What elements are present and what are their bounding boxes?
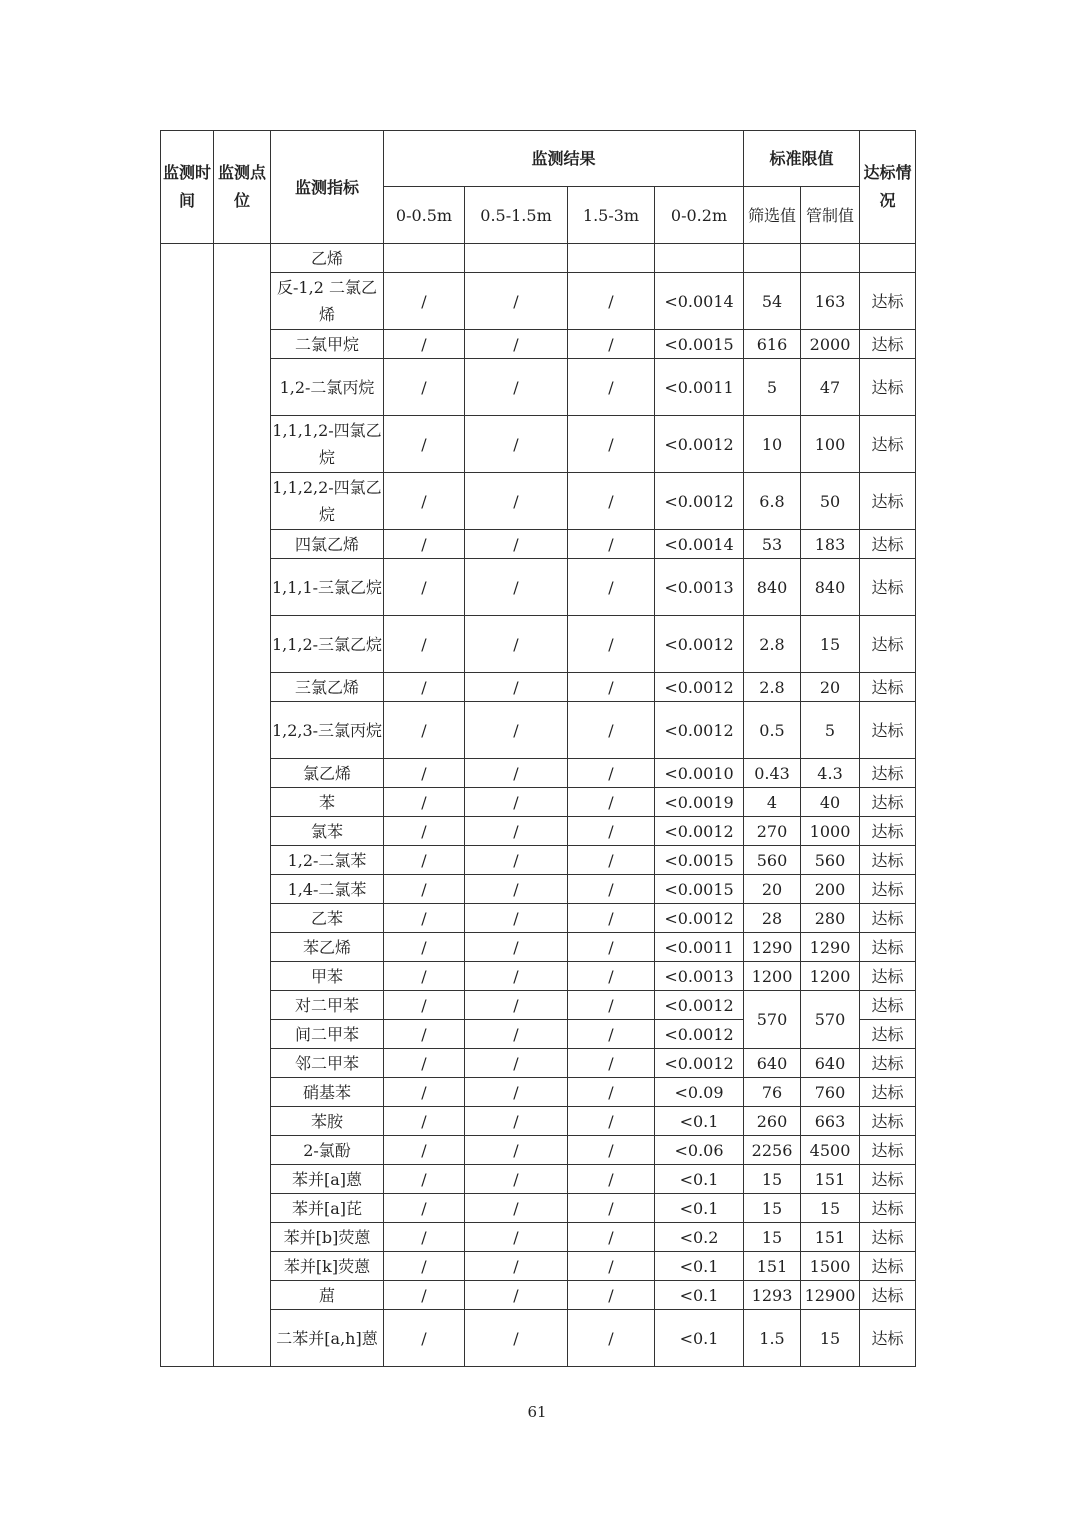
page-number: 61 <box>527 1403 547 1421</box>
status-value: 达标 <box>860 1310 916 1367</box>
table-row <box>161 1281 916 1310</box>
indicator-name: 苯并[b]荧蒽 <box>271 1223 384 1252</box>
screen-value: 54 <box>744 273 801 330</box>
screen-value: 0.5 <box>744 702 801 759</box>
table-row <box>161 473 916 530</box>
result-1.5-3m: / <box>568 559 655 616</box>
result-0-0.5m: / <box>384 1020 465 1049</box>
control-value: 1500 <box>801 1252 860 1281</box>
result-1.5-3m: / <box>568 330 655 359</box>
screen-value: 270 <box>744 817 801 846</box>
table-row <box>161 991 916 1020</box>
header-point: 监测点位 <box>214 131 271 244</box>
result-0-0.5m: / <box>384 1078 465 1107</box>
result-0-0.2m: <0.0012 <box>655 702 744 759</box>
screen-value: 1200 <box>744 962 801 991</box>
result-0.5-1.5m: / <box>465 875 568 904</box>
result-0-0.2m: <0.0012 <box>655 991 744 1020</box>
result-0-0.2m: <0.1 <box>655 1281 744 1310</box>
indicator-name: 甲苯 <box>271 962 384 991</box>
status-value: 达标 <box>860 817 916 846</box>
table-row <box>161 702 916 759</box>
table-row <box>161 1310 916 1367</box>
result-0-0.2m: <0.0012 <box>655 1020 744 1049</box>
screen-value: 151 <box>744 1252 801 1281</box>
result-1.5-3m: / <box>568 702 655 759</box>
table-row <box>161 759 916 788</box>
table-row <box>161 846 916 875</box>
status-value: 达标 <box>860 1223 916 1252</box>
control-value: 100 <box>801 416 860 473</box>
result-0.5-1.5m: / <box>465 273 568 330</box>
indicator-name: 硝基苯 <box>271 1078 384 1107</box>
result-0-0.2m: <0.0012 <box>655 817 744 846</box>
result-0.5-1.5m: / <box>465 616 568 673</box>
control-value: 1290 <box>801 933 860 962</box>
indicator-name: 间二甲苯 <box>271 1020 384 1049</box>
indicator-name: 二苯并[a,h]蒽 <box>271 1310 384 1367</box>
table-row <box>161 1223 916 1252</box>
screen-value: 0.43 <box>744 759 801 788</box>
screen-value: 1290 <box>744 933 801 962</box>
indicator-name: 苯乙烯 <box>271 933 384 962</box>
result-1.5-3m: / <box>568 616 655 673</box>
status-value: 达标 <box>860 933 916 962</box>
screen-value: 1.5 <box>744 1310 801 1367</box>
result-0-0.2m: <0.0015 <box>655 875 744 904</box>
control-value: 2000 <box>801 330 860 359</box>
result-0-0.2m: <0.0013 <box>655 962 744 991</box>
screen-value: 6.8 <box>744 473 801 530</box>
status-value: 达标 <box>860 1252 916 1281</box>
control-value: 151 <box>801 1165 860 1194</box>
result-0.5-1.5m: / <box>465 673 568 702</box>
result-1.5-3m: / <box>568 1310 655 1367</box>
indicator-name: 四氯乙烯 <box>271 530 384 559</box>
result-1.5-3m: / <box>568 1049 655 1078</box>
result-0-0.5m: / <box>384 473 465 530</box>
control-value: 1000 <box>801 817 860 846</box>
screen-value: 1293 <box>744 1281 801 1310</box>
result-0-0.2m: <0.1 <box>655 1252 744 1281</box>
screen-value: 560 <box>744 846 801 875</box>
result-0-0.2m: <0.0013 <box>655 559 744 616</box>
result-0-0.5m: / <box>384 875 465 904</box>
result-0-0.5m: / <box>384 1223 465 1252</box>
result-0.5-1.5m: / <box>465 962 568 991</box>
result-1.5-3m: / <box>568 473 655 530</box>
status-value: 达标 <box>860 1020 916 1049</box>
result-0-0.5m: / <box>384 817 465 846</box>
indicator-name: 苯胺 <box>271 1107 384 1136</box>
screen-value: 53 <box>744 530 801 559</box>
indicator-name: 2-氯酚 <box>271 1136 384 1165</box>
indicator-name: 苯 <box>271 788 384 817</box>
status-value: 达标 <box>860 1165 916 1194</box>
indicator-name: 反-1,2 二氯乙烯 <box>271 273 384 330</box>
indicator-name: 1,1,1-三氯乙烷 <box>271 559 384 616</box>
indicator-name: 䓛 <box>271 1281 384 1310</box>
indicator-name: 1,1,2,2-四氯乙烷 <box>271 473 384 530</box>
header-standard: 标准限值 <box>744 131 860 187</box>
table-row <box>161 330 916 359</box>
result-1.5-3m: / <box>568 273 655 330</box>
control-value: 4500 <box>801 1136 860 1165</box>
screen-value: 840 <box>744 559 801 616</box>
result-1.5-3m: / <box>568 875 655 904</box>
result-1.5-3m: / <box>568 1136 655 1165</box>
status-value: 达标 <box>860 273 916 330</box>
result-1.5-3m: / <box>568 1165 655 1194</box>
result-0-0.2m: <0.0014 <box>655 530 744 559</box>
result-0-0.2m: <0.0011 <box>655 933 744 962</box>
status-value: 达标 <box>860 330 916 359</box>
indicator-name: 氯苯 <box>271 817 384 846</box>
result-0.5-1.5m: / <box>465 817 568 846</box>
result-1.5-3m: / <box>568 1252 655 1281</box>
table-row <box>161 416 916 473</box>
result-0-0.2m: <0.0012 <box>655 673 744 702</box>
result-0-0.5m: / <box>384 991 465 1020</box>
control-value: 5 <box>801 702 860 759</box>
result-0.5-1.5m: / <box>465 1223 568 1252</box>
result-1.5-3m: / <box>568 359 655 416</box>
result-0.5-1.5m: / <box>465 759 568 788</box>
result-0-0.2m: <0.0012 <box>655 473 744 530</box>
control-value: 47 <box>801 359 860 416</box>
table-row <box>161 1107 916 1136</box>
result-1.5-3m: / <box>568 1194 655 1223</box>
result-0-0.5m: / <box>384 933 465 962</box>
result-0-0.2m: <0.0012 <box>655 1049 744 1078</box>
result-0-0.5m: / <box>384 1310 465 1367</box>
result-0-0.2m: <0.1 <box>655 1107 744 1136</box>
screen-value: 76 <box>744 1078 801 1107</box>
result-0-0.5m: / <box>384 1252 465 1281</box>
result-0.5-1.5m: / <box>465 1049 568 1078</box>
header-status: 达标情况 <box>860 131 916 244</box>
result-0-0.2m: <0.0012 <box>655 616 744 673</box>
result-0-0.5m: / <box>384 1281 465 1310</box>
control-value: 12900 <box>801 1281 860 1310</box>
result-0-0.5m: / <box>384 673 465 702</box>
status-value: 达标 <box>860 673 916 702</box>
status-value: 达标 <box>860 846 916 875</box>
result-1.5-3m: / <box>568 817 655 846</box>
result-0.5-1.5m: / <box>465 788 568 817</box>
result-1.5-3m: / <box>568 530 655 559</box>
screen-value: 15 <box>744 1194 801 1223</box>
table-row <box>161 359 916 416</box>
result-0.5-1.5m: / <box>465 1252 568 1281</box>
screen-value: 5 <box>744 359 801 416</box>
result-0-0.2m: <0.1 <box>655 1194 744 1223</box>
result-0-0.2m: <0.0015 <box>655 846 744 875</box>
screen-value: 570 <box>744 991 801 1049</box>
result-0-0.5m: / <box>384 904 465 933</box>
result-1.5-3m: / <box>568 673 655 702</box>
control-value: 163 <box>801 273 860 330</box>
screen-value: 640 <box>744 1049 801 1078</box>
result-0.5-1.5m: / <box>465 1310 568 1367</box>
screen-value: 2256 <box>744 1136 801 1165</box>
table-row <box>161 1136 916 1165</box>
status-value: 达标 <box>860 962 916 991</box>
table-row <box>161 1165 916 1194</box>
result-0.5-1.5m: / <box>465 991 568 1020</box>
table-row <box>161 1049 916 1078</box>
result-0.5-1.5m: / <box>465 473 568 530</box>
indicator-name: 苯并[a]芘 <box>271 1194 384 1223</box>
table-row <box>161 616 916 673</box>
result-0.5-1.5m: / <box>465 559 568 616</box>
result-0-0.2m: <0.0012 <box>655 416 744 473</box>
table-row <box>161 244 916 273</box>
table-row <box>161 962 916 991</box>
indicator-name: 邻二甲苯 <box>271 1049 384 1078</box>
result-1.5-3m: / <box>568 1107 655 1136</box>
indicator-name: 1,2,3-三氯丙烷 <box>271 702 384 759</box>
result-0-0.5m: / <box>384 1107 465 1136</box>
control-value: 1200 <box>801 962 860 991</box>
result-0-0.5m: / <box>384 846 465 875</box>
result-0.5-1.5m: / <box>465 1078 568 1107</box>
result-1.5-3m: / <box>568 1078 655 1107</box>
indicator-name: 苯并[a]蒽 <box>271 1165 384 1194</box>
result-0-0.5m: / <box>384 962 465 991</box>
table-row <box>161 1194 916 1223</box>
result-0-0.2m: <0.09 <box>655 1078 744 1107</box>
result-1.5-3m: / <box>568 846 655 875</box>
result-0-0.5m: / <box>384 1136 465 1165</box>
result-0.5-1.5m: / <box>465 1194 568 1223</box>
table-row <box>161 1078 916 1107</box>
control-value: 560 <box>801 846 860 875</box>
time-cell <box>161 244 214 1367</box>
result-0-0.5m: / <box>384 359 465 416</box>
indicator-name: 氯乙烯 <box>271 759 384 788</box>
control-value: 570 <box>801 991 860 1049</box>
result-0.5-1.5m: / <box>465 530 568 559</box>
indicator-name: 1,2-二氯丙烷 <box>271 359 384 416</box>
status-value: 达标 <box>860 559 916 616</box>
result-0-0.5m: / <box>384 530 465 559</box>
result-0.5-1.5m: / <box>465 1136 568 1165</box>
result-0-0.5m: / <box>384 273 465 330</box>
screen-value: 28 <box>744 904 801 933</box>
result-0.5-1.5m: / <box>465 702 568 759</box>
control-value: 151 <box>801 1223 860 1252</box>
control-value: 200 <box>801 875 860 904</box>
control-value: 50 <box>801 473 860 530</box>
table-row <box>161 273 916 330</box>
point-cell <box>214 244 271 1367</box>
indicator-name: 乙烯 <box>271 244 384 273</box>
result-0-0.2m: <0.06 <box>655 1136 744 1165</box>
status-value: 达标 <box>860 702 916 759</box>
result-0-0.5m: / <box>384 1165 465 1194</box>
result-0-0.5m: / <box>384 702 465 759</box>
header-results: 监测结果 <box>384 131 744 187</box>
indicator-name: 1,1,1,2-四氯乙烷 <box>271 416 384 473</box>
indicator-name: 三氯乙烯 <box>271 673 384 702</box>
status-value: 达标 <box>860 991 916 1020</box>
indicator-name: 二氯甲烷 <box>271 330 384 359</box>
status-value: 达标 <box>860 359 916 416</box>
header-depth-3: 1.5-3m <box>568 187 655 244</box>
screen-value: 260 <box>744 1107 801 1136</box>
control-value: 40 <box>801 788 860 817</box>
control-value: 760 <box>801 1078 860 1107</box>
result-0.5-1.5m: / <box>465 846 568 875</box>
result-0-0.2m: <0.2 <box>655 1223 744 1252</box>
result-1.5-3m: / <box>568 1281 655 1310</box>
result-0.5-1.5m: / <box>465 359 568 416</box>
table-row <box>161 788 916 817</box>
result-0-0.5m: / <box>384 759 465 788</box>
screen-value: 15 <box>744 1165 801 1194</box>
result-0-0.2m: <0.0015 <box>655 330 744 359</box>
result-0-0.5m: / <box>384 416 465 473</box>
result-0-0.2m: <0.1 <box>655 1165 744 1194</box>
result-1.5-3m: / <box>568 788 655 817</box>
header-depth-1: 0-0.5m <box>384 187 465 244</box>
result-1.5-3m: / <box>568 933 655 962</box>
result-0-0.2m: <0.0011 <box>655 359 744 416</box>
result-0.5-1.5m: / <box>465 1107 568 1136</box>
control-value: 280 <box>801 904 860 933</box>
control-value: 840 <box>801 559 860 616</box>
control-value: 640 <box>801 1049 860 1078</box>
indicator-name: 对二甲苯 <box>271 991 384 1020</box>
indicator-name: 乙苯 <box>271 904 384 933</box>
status-value: 达标 <box>860 416 916 473</box>
control-value: 15 <box>801 1194 860 1223</box>
result-0.5-1.5m: / <box>465 933 568 962</box>
screen-value: 20 <box>744 875 801 904</box>
result-0.5-1.5m: / <box>465 1165 568 1194</box>
result-0-0.5m: / <box>384 330 465 359</box>
status-value: 达标 <box>860 1078 916 1107</box>
header-control: 管制值 <box>801 187 860 244</box>
screen-value: 15 <box>744 1223 801 1252</box>
status-value: 达标 <box>860 1281 916 1310</box>
result-1.5-3m: / <box>568 759 655 788</box>
control-value: 663 <box>801 1107 860 1136</box>
control-value: 183 <box>801 530 860 559</box>
screen-value: 616 <box>744 330 801 359</box>
result-0-0.5m: / <box>384 559 465 616</box>
result-0-0.2m: <0.1 <box>655 1310 744 1367</box>
result-0.5-1.5m: / <box>465 904 568 933</box>
result-1.5-3m: / <box>568 416 655 473</box>
status-value: 达标 <box>860 875 916 904</box>
header-depth-4: 0-0.2m <box>655 187 744 244</box>
header-screen: 筛选值 <box>744 187 801 244</box>
status-value: 达标 <box>860 1107 916 1136</box>
screen-value: 2.8 <box>744 673 801 702</box>
table-row <box>161 933 916 962</box>
table-row <box>161 530 916 559</box>
screen-value: 4 <box>744 788 801 817</box>
result-1.5-3m: / <box>568 1020 655 1049</box>
status-value: 达标 <box>860 530 916 559</box>
status-value: 达标 <box>860 1194 916 1223</box>
table-row <box>161 875 916 904</box>
result-0.5-1.5m: / <box>465 1281 568 1310</box>
indicator-name: 1,4-二氯苯 <box>271 875 384 904</box>
result-0-0.2m: <0.0019 <box>655 788 744 817</box>
result-0-0.5m: / <box>384 616 465 673</box>
status-value: 达标 <box>860 1049 916 1078</box>
result-1.5-3m: / <box>568 991 655 1020</box>
result-0-0.2m: <0.0012 <box>655 904 744 933</box>
control-value: 15 <box>801 1310 860 1367</box>
header-indicator: 监测指标 <box>271 131 384 244</box>
status-value: 达标 <box>860 904 916 933</box>
status-value: 达标 <box>860 759 916 788</box>
monitoring-table <box>160 130 916 1367</box>
header-time: 监测时间 <box>161 131 214 244</box>
result-0.5-1.5m: / <box>465 330 568 359</box>
status-value: 达标 <box>860 1136 916 1165</box>
table-row <box>161 1252 916 1281</box>
result-0-0.5m: / <box>384 1049 465 1078</box>
header-depth-2: 0.5-1.5m <box>465 187 568 244</box>
result-1.5-3m: / <box>568 904 655 933</box>
result-1.5-3m: / <box>568 962 655 991</box>
result-0-0.5m: / <box>384 1194 465 1223</box>
result-0-0.5m: / <box>384 788 465 817</box>
result-0.5-1.5m: / <box>465 416 568 473</box>
table-row <box>161 559 916 616</box>
result-1.5-3m: / <box>568 1223 655 1252</box>
status-value: 达标 <box>860 788 916 817</box>
result-0.5-1.5m: / <box>465 1020 568 1049</box>
result-0-0.2m: <0.0014 <box>655 273 744 330</box>
screen-value: 10 <box>744 416 801 473</box>
control-value: 15 <box>801 616 860 673</box>
screen-value: 2.8 <box>744 616 801 673</box>
indicator-name: 苯并[k]荧蒽 <box>271 1252 384 1281</box>
indicator-name: 1,2-二氯苯 <box>271 846 384 875</box>
table-row <box>161 673 916 702</box>
table-row <box>161 817 916 846</box>
status-value: 达标 <box>860 473 916 530</box>
control-value: 4.3 <box>801 759 860 788</box>
result-0-0.2m: <0.0010 <box>655 759 744 788</box>
control-value: 20 <box>801 673 860 702</box>
table-row <box>161 904 916 933</box>
status-value: 达标 <box>860 616 916 673</box>
indicator-name: 1,1,2-三氯乙烷 <box>271 616 384 673</box>
